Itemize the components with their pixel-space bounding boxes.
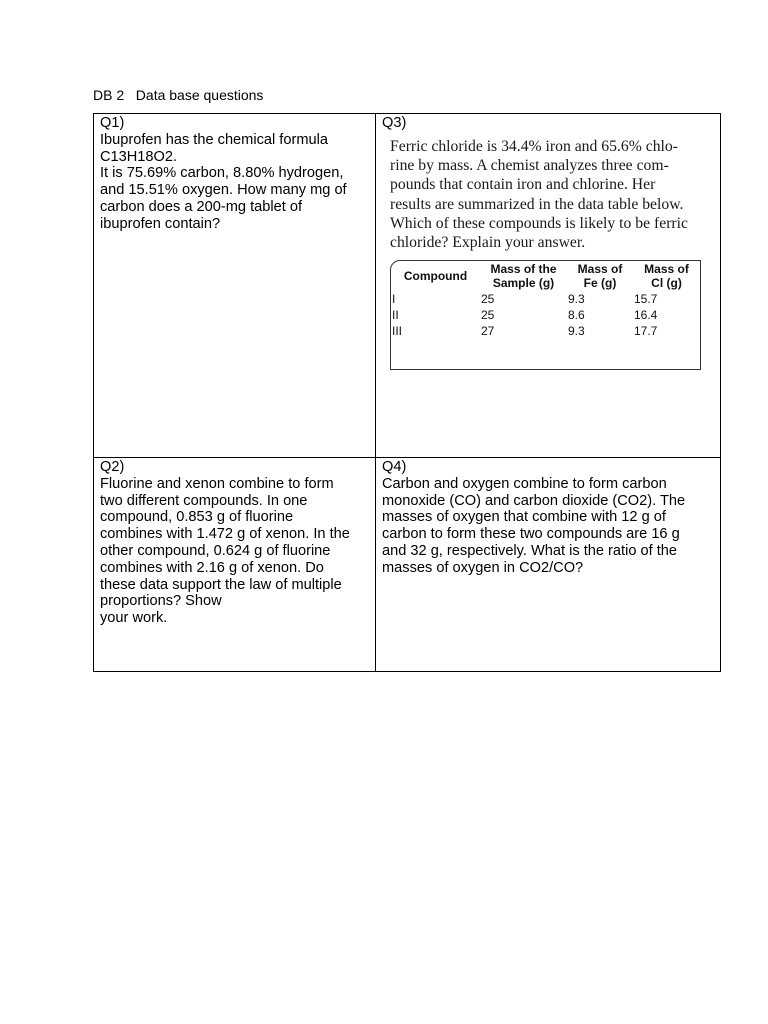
question-line: your work. [100, 610, 168, 627]
table-row [391, 307, 700, 323]
question-line: combines with 1.472 g of xenon. In the [100, 526, 350, 543]
table-row [391, 291, 700, 307]
question-cell-q2 [94, 458, 375, 672]
table-row [391, 323, 700, 339]
question-line: masses of oxygen that combine with 12 g of [382, 509, 666, 526]
data-table [390, 260, 701, 370]
question-line: chloride? Explain your answer. [390, 234, 586, 252]
question-line: rine by mass. A chemist analyzes three com- [390, 157, 669, 175]
question-line: carbon does a 200-mg tablet of [100, 198, 303, 215]
question-line: Carbon and oxygen combine to form carbon [382, 475, 667, 492]
questions-grid [93, 113, 721, 672]
question-cell-q1 [94, 114, 375, 457]
question-label: Q2) [100, 459, 125, 475]
table-cell: 15.7 [634, 292, 658, 306]
table-cell: II [392, 308, 399, 322]
question-line: combines with 2.16 g of xenon. Do [100, 559, 324, 576]
table-cell: 9.3 [568, 324, 585, 338]
question-line: compound, 0.853 g of fluorine [100, 509, 294, 526]
question-text-image [390, 137, 721, 253]
question-line: Which of these compounds is likely to be ferric [390, 214, 688, 232]
question-line: It is 75.69% carbon, 8.80% hydrogen, [100, 165, 344, 182]
question-line: monoxide (CO) and carbon dioxide (CO2). The [382, 492, 686, 509]
question-label: Q3) [382, 115, 407, 131]
question-line: ibuprofen contain? [100, 215, 221, 232]
column-header: Mass of the Sample (g) [490, 262, 557, 290]
table-cell: 25 [481, 292, 495, 306]
question-line: these data support the law of multiple [100, 576, 342, 593]
question-line: Ferric chloride is 34.4% iron and 65.6% chlo- [390, 137, 678, 155]
question-line: two different compounds. In one [100, 492, 308, 509]
question-line: and 32 g, respectively. What is the ratio of the [382, 542, 678, 559]
question-label: Q4) [382, 459, 407, 475]
column-header: Mass of Fe (g) [577, 262, 623, 290]
table-cell: 25 [481, 308, 495, 322]
table-header-row [391, 261, 700, 291]
question-label: Q1) [100, 115, 125, 131]
column-header: Compound [403, 269, 468, 283]
question-line: other compound, 0.624 g of fluorine [100, 542, 331, 559]
question-line: masses of oxygen in CO2/CO? [382, 559, 584, 576]
table-cell: 27 [481, 324, 495, 338]
question-cell-q4 [376, 458, 721, 672]
question-line: and 15.51% oxygen. How many mg of [100, 182, 347, 199]
question-line: carbon to form these two compounds are 16 g [382, 526, 680, 543]
table-cell: 9.3 [568, 292, 585, 306]
question-line: proportions? Show [100, 593, 222, 610]
table-cell: III [392, 324, 403, 338]
question-line: Fluorine and xenon combine to form [100, 475, 334, 492]
question-line: pounds that contain iron and chlorine. Her [390, 176, 656, 194]
table-cell: 17.7 [634, 324, 658, 338]
document-heading: DB 2 Data base questions [93, 87, 264, 103]
question-line: results are summarized in the data table below. [390, 195, 684, 213]
question-line: C13H18O2. [100, 148, 178, 165]
question-cell-q3 [376, 114, 721, 457]
column-header: Mass of Cl (g) [644, 262, 689, 290]
table-cell: 16.4 [634, 308, 658, 322]
question-line: Ibuprofen has the chemical formula [100, 131, 328, 148]
table-cell: 8.6 [568, 308, 585, 322]
table-cell: I [392, 292, 396, 306]
